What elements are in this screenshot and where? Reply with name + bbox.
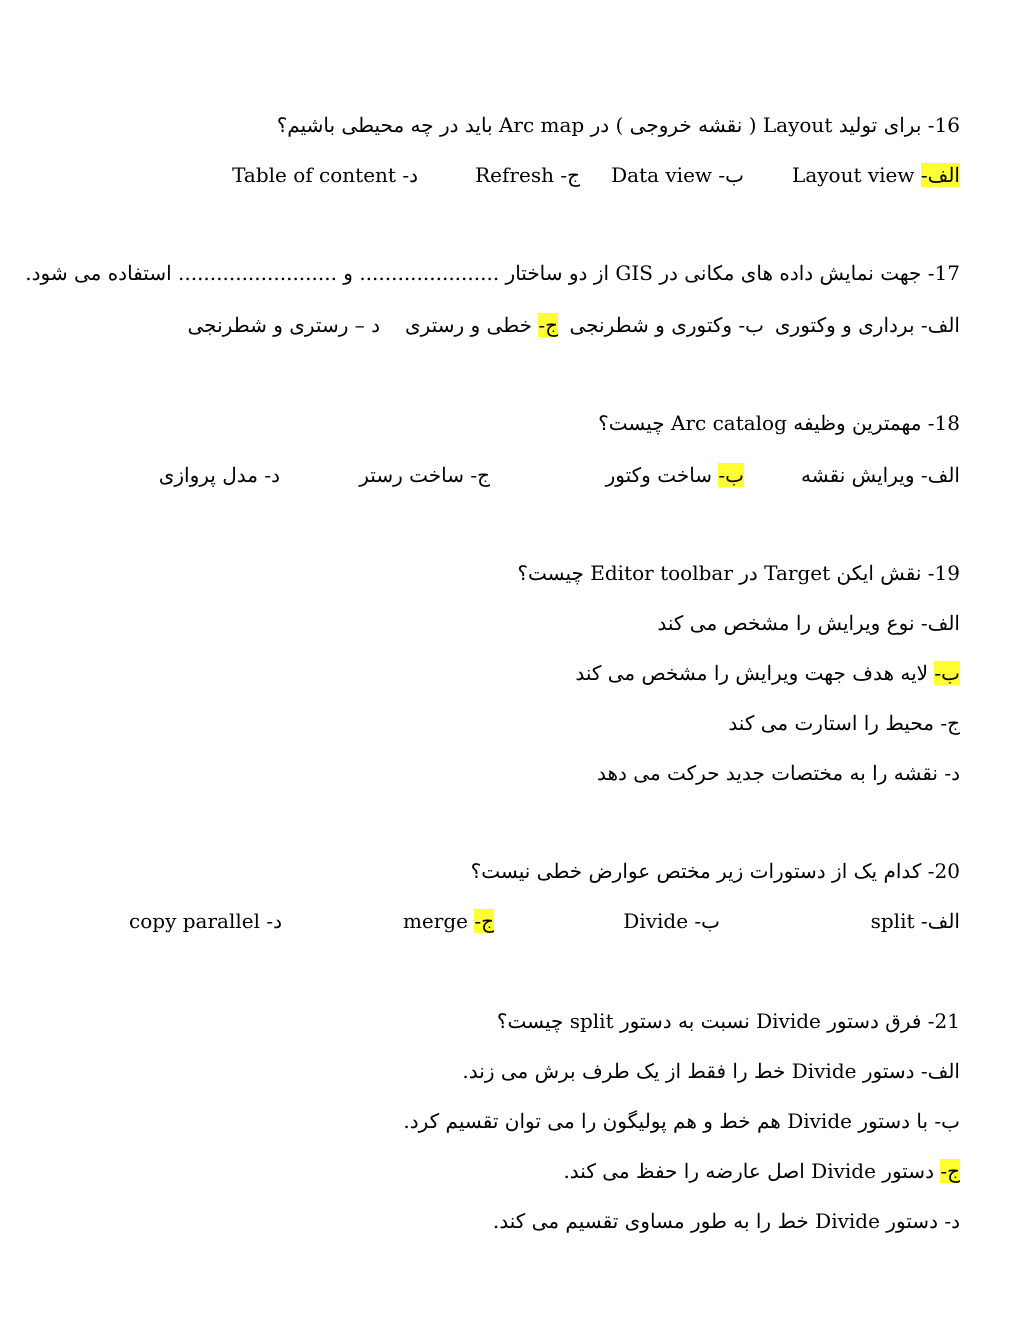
question-17 xyxy=(25,258,960,288)
option-marker: د- xyxy=(266,909,282,933)
question-text: نقش ایکن Target در Editor toolbar چیست؟ xyxy=(517,561,922,585)
question-text: کدام یک از دستورات زیر مختص عوارض خطی نیست؟ xyxy=(470,859,922,883)
question-16-options xyxy=(60,160,960,190)
option-text: برداری و وکتوری xyxy=(774,313,915,337)
option-text: دستور Divide اصل عارضه را حفظ می کند. xyxy=(563,1159,934,1183)
option-marker: د- xyxy=(944,761,960,785)
option-jim xyxy=(728,708,960,738)
option-text: نوع ویرایش را مشخص می کند xyxy=(657,611,915,635)
question-number: 19- xyxy=(927,561,960,585)
question-20-options xyxy=(60,906,960,936)
option-dal xyxy=(597,758,960,788)
option-jim xyxy=(563,1156,960,1186)
option-text: مدل پروازی xyxy=(158,463,258,487)
option-alef xyxy=(801,460,960,490)
option-text: محیط را استارت می کند xyxy=(728,711,934,735)
option-be xyxy=(611,160,744,190)
option-alef xyxy=(792,160,960,190)
option-alef xyxy=(871,906,960,936)
option-alef xyxy=(657,608,960,638)
option-be xyxy=(623,906,720,936)
option-marker: الف- xyxy=(920,611,960,635)
option-be xyxy=(403,1106,960,1136)
option-dal xyxy=(188,310,380,340)
option-marker: ج- xyxy=(560,163,580,187)
option-text: copy parallel xyxy=(129,909,260,933)
option-marker: د- xyxy=(402,163,418,187)
option-be xyxy=(569,310,764,340)
question-19 xyxy=(517,558,960,588)
option-text: ویرایش نقشه xyxy=(801,463,915,487)
option-text: Refresh xyxy=(475,163,554,187)
question-number: 20- xyxy=(927,859,960,883)
option-marker: د – xyxy=(354,313,380,337)
option-marker: الف- xyxy=(920,163,960,187)
option-marker: ج- xyxy=(538,313,558,337)
option-marker: ب- xyxy=(738,313,764,337)
option-text: رستری و شطرنجی xyxy=(187,313,349,337)
option-marker: الف- xyxy=(920,463,960,487)
option-marker: الف- xyxy=(920,1059,960,1083)
option-jim xyxy=(359,460,490,490)
option-text: Data view xyxy=(611,163,713,187)
question-number: 17- xyxy=(927,261,960,285)
question-21 xyxy=(497,1006,960,1036)
question-number: 16- xyxy=(927,113,960,137)
option-marker: ب- xyxy=(934,661,960,685)
option-jim xyxy=(475,160,580,190)
option-alef xyxy=(775,310,960,340)
question-17-options xyxy=(60,310,960,340)
option-text: split xyxy=(870,909,915,933)
option-text: merge xyxy=(402,909,468,933)
question-text: فرق دستور Divide نسبت به دستور split چیست؟ xyxy=(496,1009,922,1033)
option-text: Divide xyxy=(623,909,689,933)
option-alef xyxy=(462,1056,960,1086)
option-dal xyxy=(159,460,280,490)
question-text: برای تولید Layout ( نقشه خروجی ) در Arc map باید در چه محیطی باشیم؟ xyxy=(276,113,922,137)
option-text: نقشه را به مختصات جدید حرکت می دهد xyxy=(596,761,938,785)
option-jim xyxy=(403,906,494,936)
option-marker: ج- xyxy=(940,711,960,735)
option-text: وکتوری و شطرنجی xyxy=(569,313,733,337)
option-dal xyxy=(493,1206,960,1236)
question-20 xyxy=(471,856,960,886)
option-marker: ب- xyxy=(934,1109,960,1133)
question-text: مهمترین وظیفه Arc catalog چیست؟ xyxy=(598,411,922,435)
option-marker: ب- xyxy=(694,909,720,933)
option-text: Layout view xyxy=(792,163,915,187)
option-text: دستور Divide خط را فقط از یک طرف برش می زند. xyxy=(462,1059,915,1083)
option-marker: الف- xyxy=(920,909,960,933)
question-18-options xyxy=(60,460,960,490)
option-text: با دستور Divide هم خط و هم پولیگون را می توان تقسیم کرد. xyxy=(403,1109,929,1133)
option-marker: د- xyxy=(944,1209,960,1233)
question-number: 18- xyxy=(927,411,960,435)
option-text: Table of content xyxy=(232,163,396,187)
option-text: لایه هدف جهت ویرایش را مشخص می کند xyxy=(575,661,929,685)
option-text: ساخت رستر xyxy=(359,463,464,487)
question-18 xyxy=(598,408,960,438)
option-be xyxy=(606,460,744,490)
option-marker: د- xyxy=(264,463,280,487)
option-marker: ج- xyxy=(474,909,494,933)
question-text: جهت نمایش داده های مکانی در GIS از دو ساختار ...................... و ......................... استفاده می شود. xyxy=(25,261,922,285)
option-dal xyxy=(129,906,282,936)
question-16 xyxy=(277,110,960,140)
option-jim xyxy=(405,310,558,340)
option-be xyxy=(575,658,960,688)
option-marker: ج- xyxy=(470,463,490,487)
option-dal xyxy=(232,160,418,190)
option-text: ساخت وکتور xyxy=(605,463,713,487)
option-marker: ب- xyxy=(718,463,744,487)
option-text: خطی و رستری xyxy=(405,313,532,337)
option-marker: ب- xyxy=(718,163,744,187)
option-marker: الف- xyxy=(920,313,960,337)
option-text: دستور Divide خط را به طور مساوی تقسیم می کند. xyxy=(492,1209,938,1233)
question-number: 21- xyxy=(927,1009,960,1033)
option-marker: ج- xyxy=(940,1159,960,1183)
